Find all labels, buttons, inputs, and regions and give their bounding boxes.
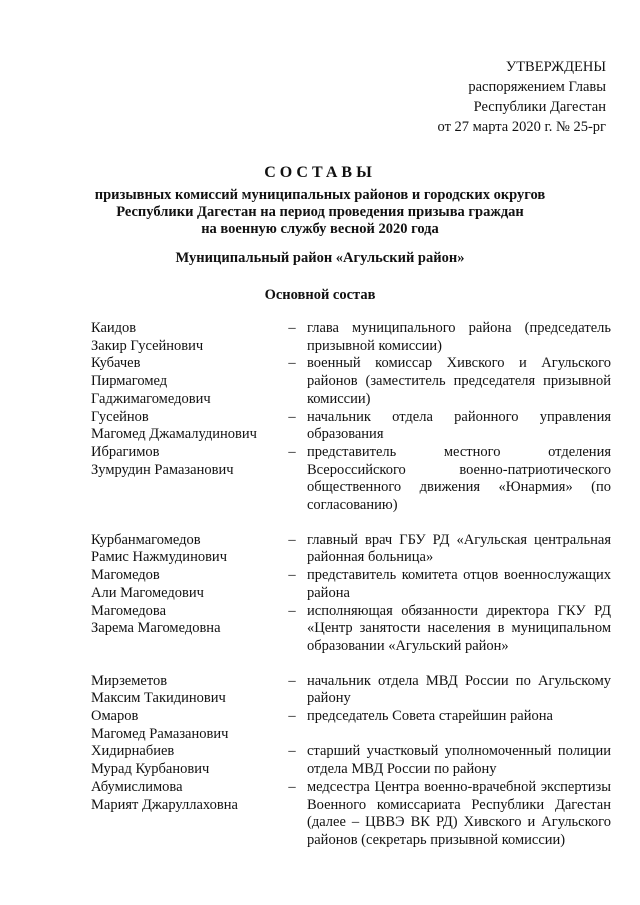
dash: – (288, 531, 296, 548)
member-surname: Курбанмагомедов (91, 531, 201, 548)
document-title (0, 163, 640, 238)
approved-line-2: распоряжением Главы (468, 79, 606, 95)
member-surname: Гусейнов (91, 408, 149, 425)
member-role: глава муниципального района (председатель призывной комиссии) (307, 320, 611, 354)
member-given-name-cont: Гаджимагомедович (91, 390, 211, 407)
member-row (91, 567, 611, 602)
member-surname: Абумислимова (91, 778, 183, 795)
dash: – (288, 743, 296, 760)
dash: – (288, 443, 296, 460)
dash: – (288, 408, 296, 425)
dash: – (288, 320, 296, 336)
approval-stamp (396, 57, 606, 137)
member-role: начальник отдела МВД России по Агульскому району (307, 672, 611, 707)
member-row (91, 409, 611, 444)
member-given-name: Максим Такидинович (91, 690, 226, 707)
dash: – (288, 567, 296, 584)
approved-line-3: Республики Дагестан (473, 99, 606, 115)
approved-line-1: УТВЕРЖДЕНЫ (505, 59, 606, 75)
member-given-name: Зумрудин Рамазанович (91, 461, 234, 478)
member-role: начальник отдела районного управления образования (307, 408, 611, 443)
member-row (91, 355, 611, 408)
member-given-name: Рамис Нажмудинович (91, 549, 227, 566)
district-heading: Муниципальный район «Агульский район» (175, 250, 465, 266)
title-line-2: Республики Дагестан на период проведения призыва граждан (116, 204, 524, 220)
member-given-name: Марият Джаруллаховна (91, 796, 238, 813)
member-given-name: Зарема Магомедовна (91, 620, 221, 637)
member-row (91, 532, 611, 567)
member-given-name: Магомед Рамазанович (91, 725, 229, 742)
member-surname: Омаров (91, 708, 139, 725)
member-row (91, 444, 611, 515)
member-surname: Кубачев (91, 355, 141, 372)
member-given-name: Магомед Джамалудинович (91, 426, 257, 443)
member-surname: Хидирнабиев (91, 743, 175, 760)
member-role: представитель местного отделения Всероссийского военно-патриотического общественного движения «Юнармия» (по согласованию) (307, 443, 611, 514)
member-row (91, 603, 611, 656)
title-heading: СОСТАВЫ (264, 164, 376, 181)
dash: – (288, 602, 296, 619)
member-surname: Магомедов (91, 567, 160, 584)
member-given-name: Али Магомедович (91, 584, 204, 601)
member-row (91, 708, 611, 743)
member-surname: Мирземетов (91, 672, 168, 689)
member-surname: Магомедова (91, 602, 167, 619)
member-surname: Ибрагимов (91, 443, 160, 460)
member-role: исполняющая обязанности директора ГКУ РД «Центр занятости населения в муниципальном образовании «Агульский район» (307, 602, 611, 654)
member-given-name: Закир Гусейнович (91, 337, 204, 354)
title-line-1: призывных комиссий муниципальных районов и городских округов (94, 187, 546, 203)
member-surname: Каидов (91, 320, 137, 336)
member-role: медсестра Центра военно-врачебной экспертизы Военного комиссариата Республики Дагестан (далее – ЦВВЭ ВК РД) Хивского и Агульского районов (секретарь призывной комиссии) (307, 778, 611, 848)
member-role: главный врач ГБУ РД «Агульская центральная районная больница» (307, 531, 611, 566)
member-role: представитель комитета отцов военнослужащих района (307, 567, 611, 601)
title-line-3: на военную службу весной 2020 года (201, 221, 439, 237)
member-role: старший участковый уполномоченный полиции отдела МВД России по району (307, 743, 611, 778)
approved-line-4: от 27 марта 2020 г. № 25-рг (437, 119, 606, 135)
dash: – (288, 355, 296, 372)
member-row (91, 673, 611, 708)
composition-heading: Основной состав (264, 287, 376, 303)
member-row (91, 320, 611, 355)
member-given-name: Пирмагомед (91, 373, 168, 390)
dash: – (288, 708, 296, 725)
member-role: председатель Совета старейшин района (307, 708, 553, 725)
dash: – (288, 778, 296, 795)
member-given-name: Мурад Курбанович (91, 761, 210, 778)
member-row (91, 779, 611, 850)
dash: – (288, 672, 296, 689)
members-list (91, 320, 611, 850)
member-row (91, 743, 611, 778)
member-role: военный комиссар Хивского и Агульского районов (заместитель председателя призывной комиссии) (307, 355, 611, 407)
